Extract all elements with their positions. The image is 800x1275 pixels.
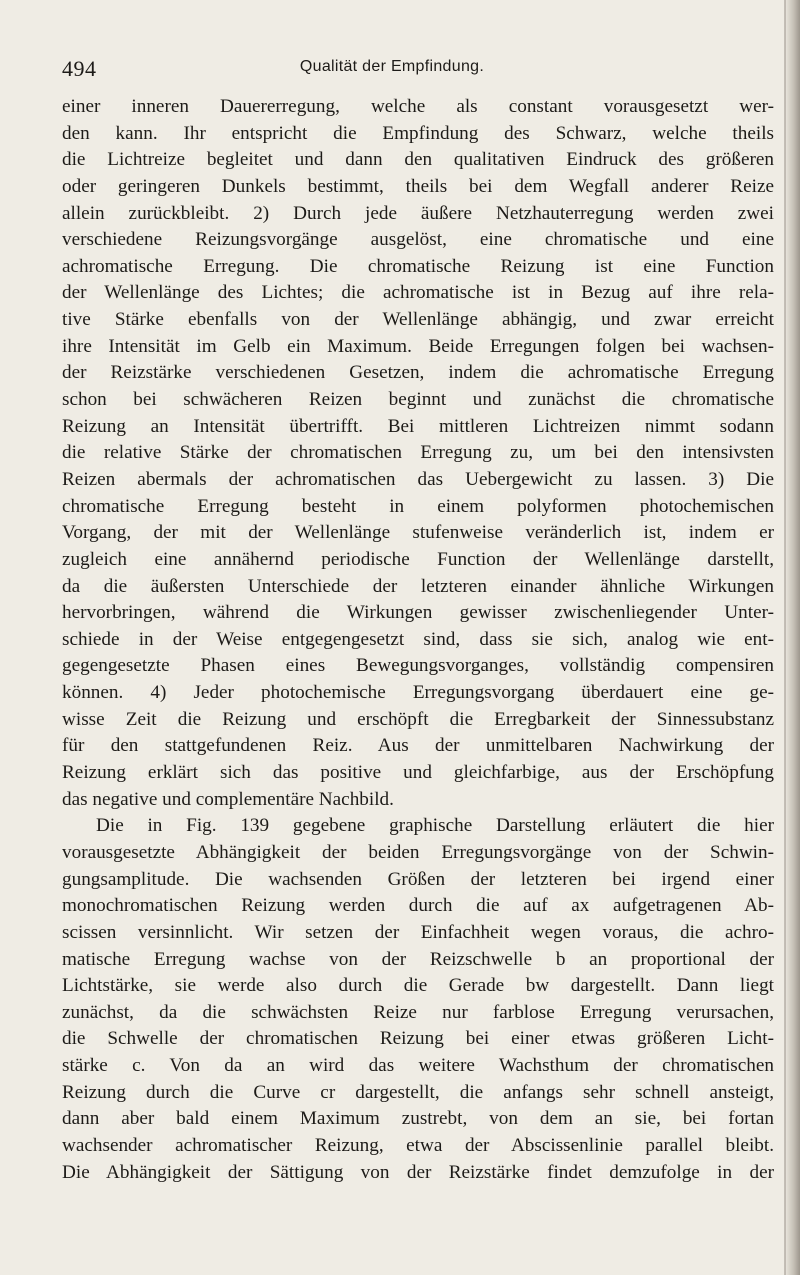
text-line: allein zurückbleibt. 2) Durch jede äußere Netzhauterregung werden zwei [62,202,774,224]
text-line: der Reizstärke verschiedenen Gesetzen, indem die achromatische Erregung [62,362,774,384]
text-line: stärke c. Von da an wird das weitere Wachsthum der chromatischen [62,1055,774,1077]
text-line: Reizen abermals der achromatischen das Uebergewicht zu lassen. 3) Die [62,468,774,490]
text-line: verschiedene Reizungsvorgänge ausgelöst, eine chromatische und eine [62,229,774,251]
text-line: Lichtstärke, sie werde also durch die Gerade bw dargestellt. Dann liegt [62,975,774,997]
text-line: hervorbringen, während die Wirkungen gewisser zwischenliegender Unter- [62,602,774,624]
text-line: einer inneren Dauererregung, welche als constant vorausgesetzt wer- [62,96,774,117]
running-head: Qualität der Empfindung. [299,58,485,75]
text-line: für den stattgefundenen Reiz. Aus der unmittelbaren Nachwirkung der [62,735,774,757]
text-line: vorausgesetzte Abhängigkeit der beiden Erregungsvorgänge von der Schwin- [62,841,774,863]
text-line: wisse Zeit die Reizung und erschöpft die Erregbarkeit der Sinnessubstanz [62,708,774,730]
page-edge-line [784,0,786,1275]
text-line: monochromatischen Reizung werden durch die auf ax aufgetragenen Ab- [62,895,774,917]
text-line: tive Stärke ebenfalls von der Wellenlänge abhängig, und zwar erreicht [62,309,774,331]
text-line: schiede in der Weise entgegengesetzt sind, dass sie sich, analog wie ent- [62,628,774,650]
page-header [62,56,772,86]
text-line: wachsender achromatischer Reizung, etwa der Abscissenlinie parallel bleibt. [62,1134,774,1156]
text-line: der Wellenlänge des Lichtes; die achromatische ist in Bezug auf ihre rela- [62,282,774,304]
text-line: dann aber bald einem Maximum zustrebt, von dem an sie, bei fortan [62,1108,774,1130]
text-line: ihre Intensität im Gelb ein Maximum. Beide Erregungen folgen bei wachsen- [62,335,774,357]
text-line: chromatische Erregung besteht in einem polyformen photochemischen [62,495,774,517]
text-line: gungsamplitude. Die wachsenden Größen der letzteren bei irgend einer [62,868,774,890]
text-line: achromatische Erregung. Die chromatische Reizung ist eine Function [62,255,774,277]
text-line: die Lichtreize begleitet und dann den qualitativen Eindruck des größeren [62,149,774,171]
text-line: schon bei schwächeren Reizen beginnt und zunächst die chromatische [62,389,774,411]
text-line: Die Abhängigkeit der Sättigung von der Reizstärke findet demzufolge in der [62,1161,774,1183]
text-line: Die in Fig. 139 gegebene graphische Darstellung erläutert die hier [96,815,774,837]
text-line: Reizung durch die Curve cr dargestellt, die anfangs sehr schnell ansteigt, [62,1081,774,1103]
text-line: da die äußersten Unterschiede der letzteren einander ähnliche Wirkungen [62,575,774,597]
paragraph-2 [62,813,774,1186]
text-line: den kann. Ihr entspricht die Empfindung des Schwarz, welche theils [62,122,774,144]
text-line: scissen versinnlicht. Wir setzen der Einfachheit wegen voraus, die achro- [62,921,774,943]
text-line: Reizung erklärt sich das positive und gleichfarbige, aus der Erschöpfung [62,762,774,784]
page-edge-shadow [784,0,800,1275]
text-line: Vorgang, der mit der Wellenlänge stufenweise veränderlich ist, indem er [62,522,774,544]
text-line: die Schwelle der chromatischen Reizung bei einer etwas größeren Licht- [62,1028,774,1050]
text-line: Reizung an Intensität übertrifft. Bei mittleren Lichtreizen nimmt sodann [62,415,774,437]
text-line: matische Erregung wachse von der Reizschwelle b an proportional der [62,948,774,970]
body-text [62,94,774,1186]
text-line: oder geringeren Dunkels bestimmt, theils bei dem Wegfall anderer Reize [62,175,774,197]
text-line: das negative und complementäre Nachbild. [62,788,394,810]
text-line: zugleich eine annähernd periodische Function der Wellenlänge darstellt, [62,548,774,570]
text-line: zunächst, da die schwächsten Reize nur farblose Erregung verursachen, [62,1001,774,1023]
text-line: die relative Stärke der chromatischen Erregung zu, um bei den intensivsten [62,442,774,464]
paragraph-1 [62,94,774,813]
text-line: können. 4) Jeder photochemische Erregungsvorgang überdauert eine ge- [62,682,774,704]
page-number: 494 [62,56,97,81]
text-line: gegengesetzte Phasen eines Bewegungsvorganges, vollständig compensiren [62,655,774,677]
